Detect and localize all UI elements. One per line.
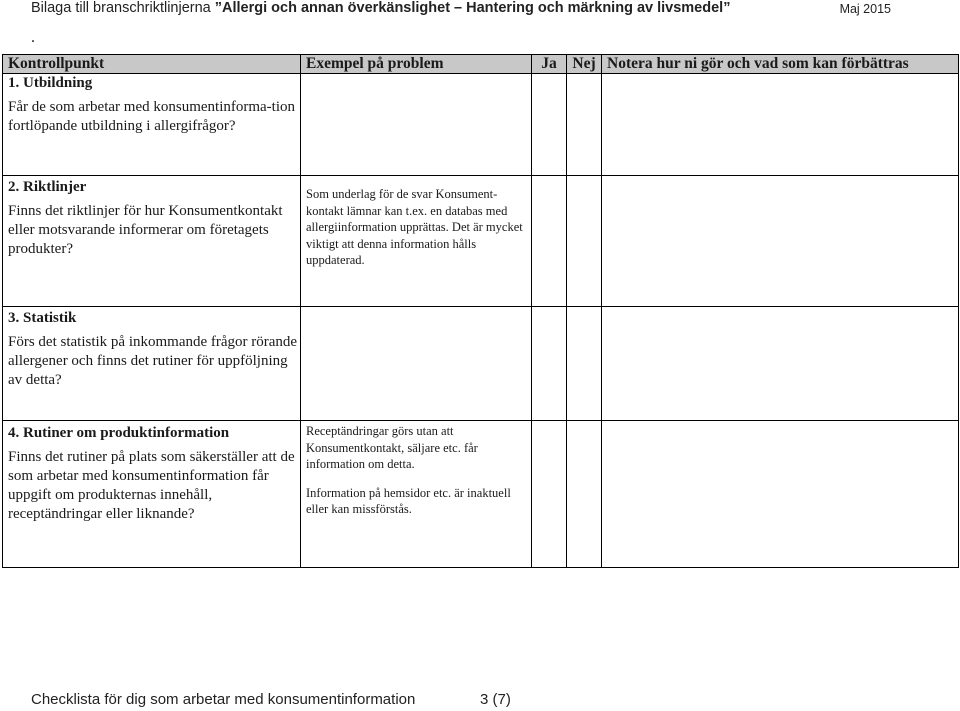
ja-cell[interactable] <box>532 176 567 307</box>
checkpoint-cell <box>3 176 301 307</box>
table-header-row <box>3 55 959 74</box>
example-cell <box>301 421 532 568</box>
table-row <box>3 74 959 176</box>
example-cell <box>301 307 532 421</box>
page-footer <box>31 691 511 708</box>
section-title: 3. Statistik <box>8 310 77 326</box>
table-row <box>3 421 959 568</box>
page-marker: . <box>31 29 35 46</box>
example-text: Receptändringar görs utan att Konsumentkontakt, säljare etc. får information om detta. <box>306 424 478 471</box>
table-row <box>3 176 959 307</box>
question-text: Finns det rutiner på plats som säkerställer att de som arbetar med konsumentinformation får uppgift om produkternas innehåll, receptändringar eller liknande? <box>8 449 295 522</box>
checkpoint-cell <box>3 74 301 176</box>
notes-cell[interactable] <box>602 307 959 421</box>
example-text: Som underlag för de svar Konsument-kontakt lämnar kan t.ex. en databas med allergiinformation upprättas. Det är mycket viktigt att denna information hålls uppdaterad. <box>306 187 523 267</box>
col-header-ja: Ja <box>532 55 567 74</box>
section-title: 4. Rutiner om produktinformation <box>8 425 230 441</box>
question-text: Får de som arbetar med konsumentinforma-tion fortlöpande utbildning i allergifrågor? <box>8 99 296 134</box>
notes-cell[interactable] <box>602 421 959 568</box>
col-header-notera: Notera hur ni gör och vad som kan förbättras <box>602 55 959 74</box>
checkpoint-cell <box>3 307 301 421</box>
col-header-nej: Nej <box>567 55 602 74</box>
example-text: Information på hemsidor etc. är inaktuell eller kan missförstås. <box>306 485 511 516</box>
col-header-kontrollpunkt: Kontrollpunkt <box>3 55 301 74</box>
table-row <box>3 307 959 421</box>
header-prefix: Bilaga till branschriktlinjerna <box>31 0 215 16</box>
question-text: Finns det riktlinjer för hur Konsumentkontakt eller motsvarande informerar om företagets produkter? <box>8 203 283 257</box>
question-text: Förs det statistik på inkommande frågor rörande allergener och finns det rutiner för uppföljning av detta? <box>8 334 298 388</box>
nej-cell[interactable] <box>567 176 602 307</box>
page-number: 3 (7) <box>480 691 511 708</box>
notes-cell[interactable] <box>602 176 959 307</box>
header-doc-title: ”Allergi och annan överkänslighet – Hantering och märkning av livsmedel” <box>214 0 731 16</box>
nej-cell[interactable] <box>567 421 602 568</box>
section-title: 1. Utbildning <box>8 75 93 91</box>
col-header-exempel: Exempel på problem <box>301 55 532 74</box>
header-title <box>31 0 730 16</box>
page-header <box>31 0 891 20</box>
footer-text: Checklista för dig som arbetar med konsumentinformation <box>31 691 416 708</box>
example-cell <box>301 176 532 307</box>
checkpoint-cell <box>3 421 301 568</box>
nej-cell[interactable] <box>567 74 602 176</box>
section-title: 2. Riktlinjer <box>8 179 87 195</box>
notes-cell[interactable] <box>602 74 959 176</box>
ja-cell[interactable] <box>532 74 567 176</box>
example-cell <box>301 74 532 176</box>
header-date: Maj 2015 <box>839 2 891 16</box>
ja-cell[interactable] <box>532 421 567 568</box>
ja-cell[interactable] <box>532 307 567 421</box>
nej-cell[interactable] <box>567 307 602 421</box>
checklist-table <box>2 54 959 568</box>
